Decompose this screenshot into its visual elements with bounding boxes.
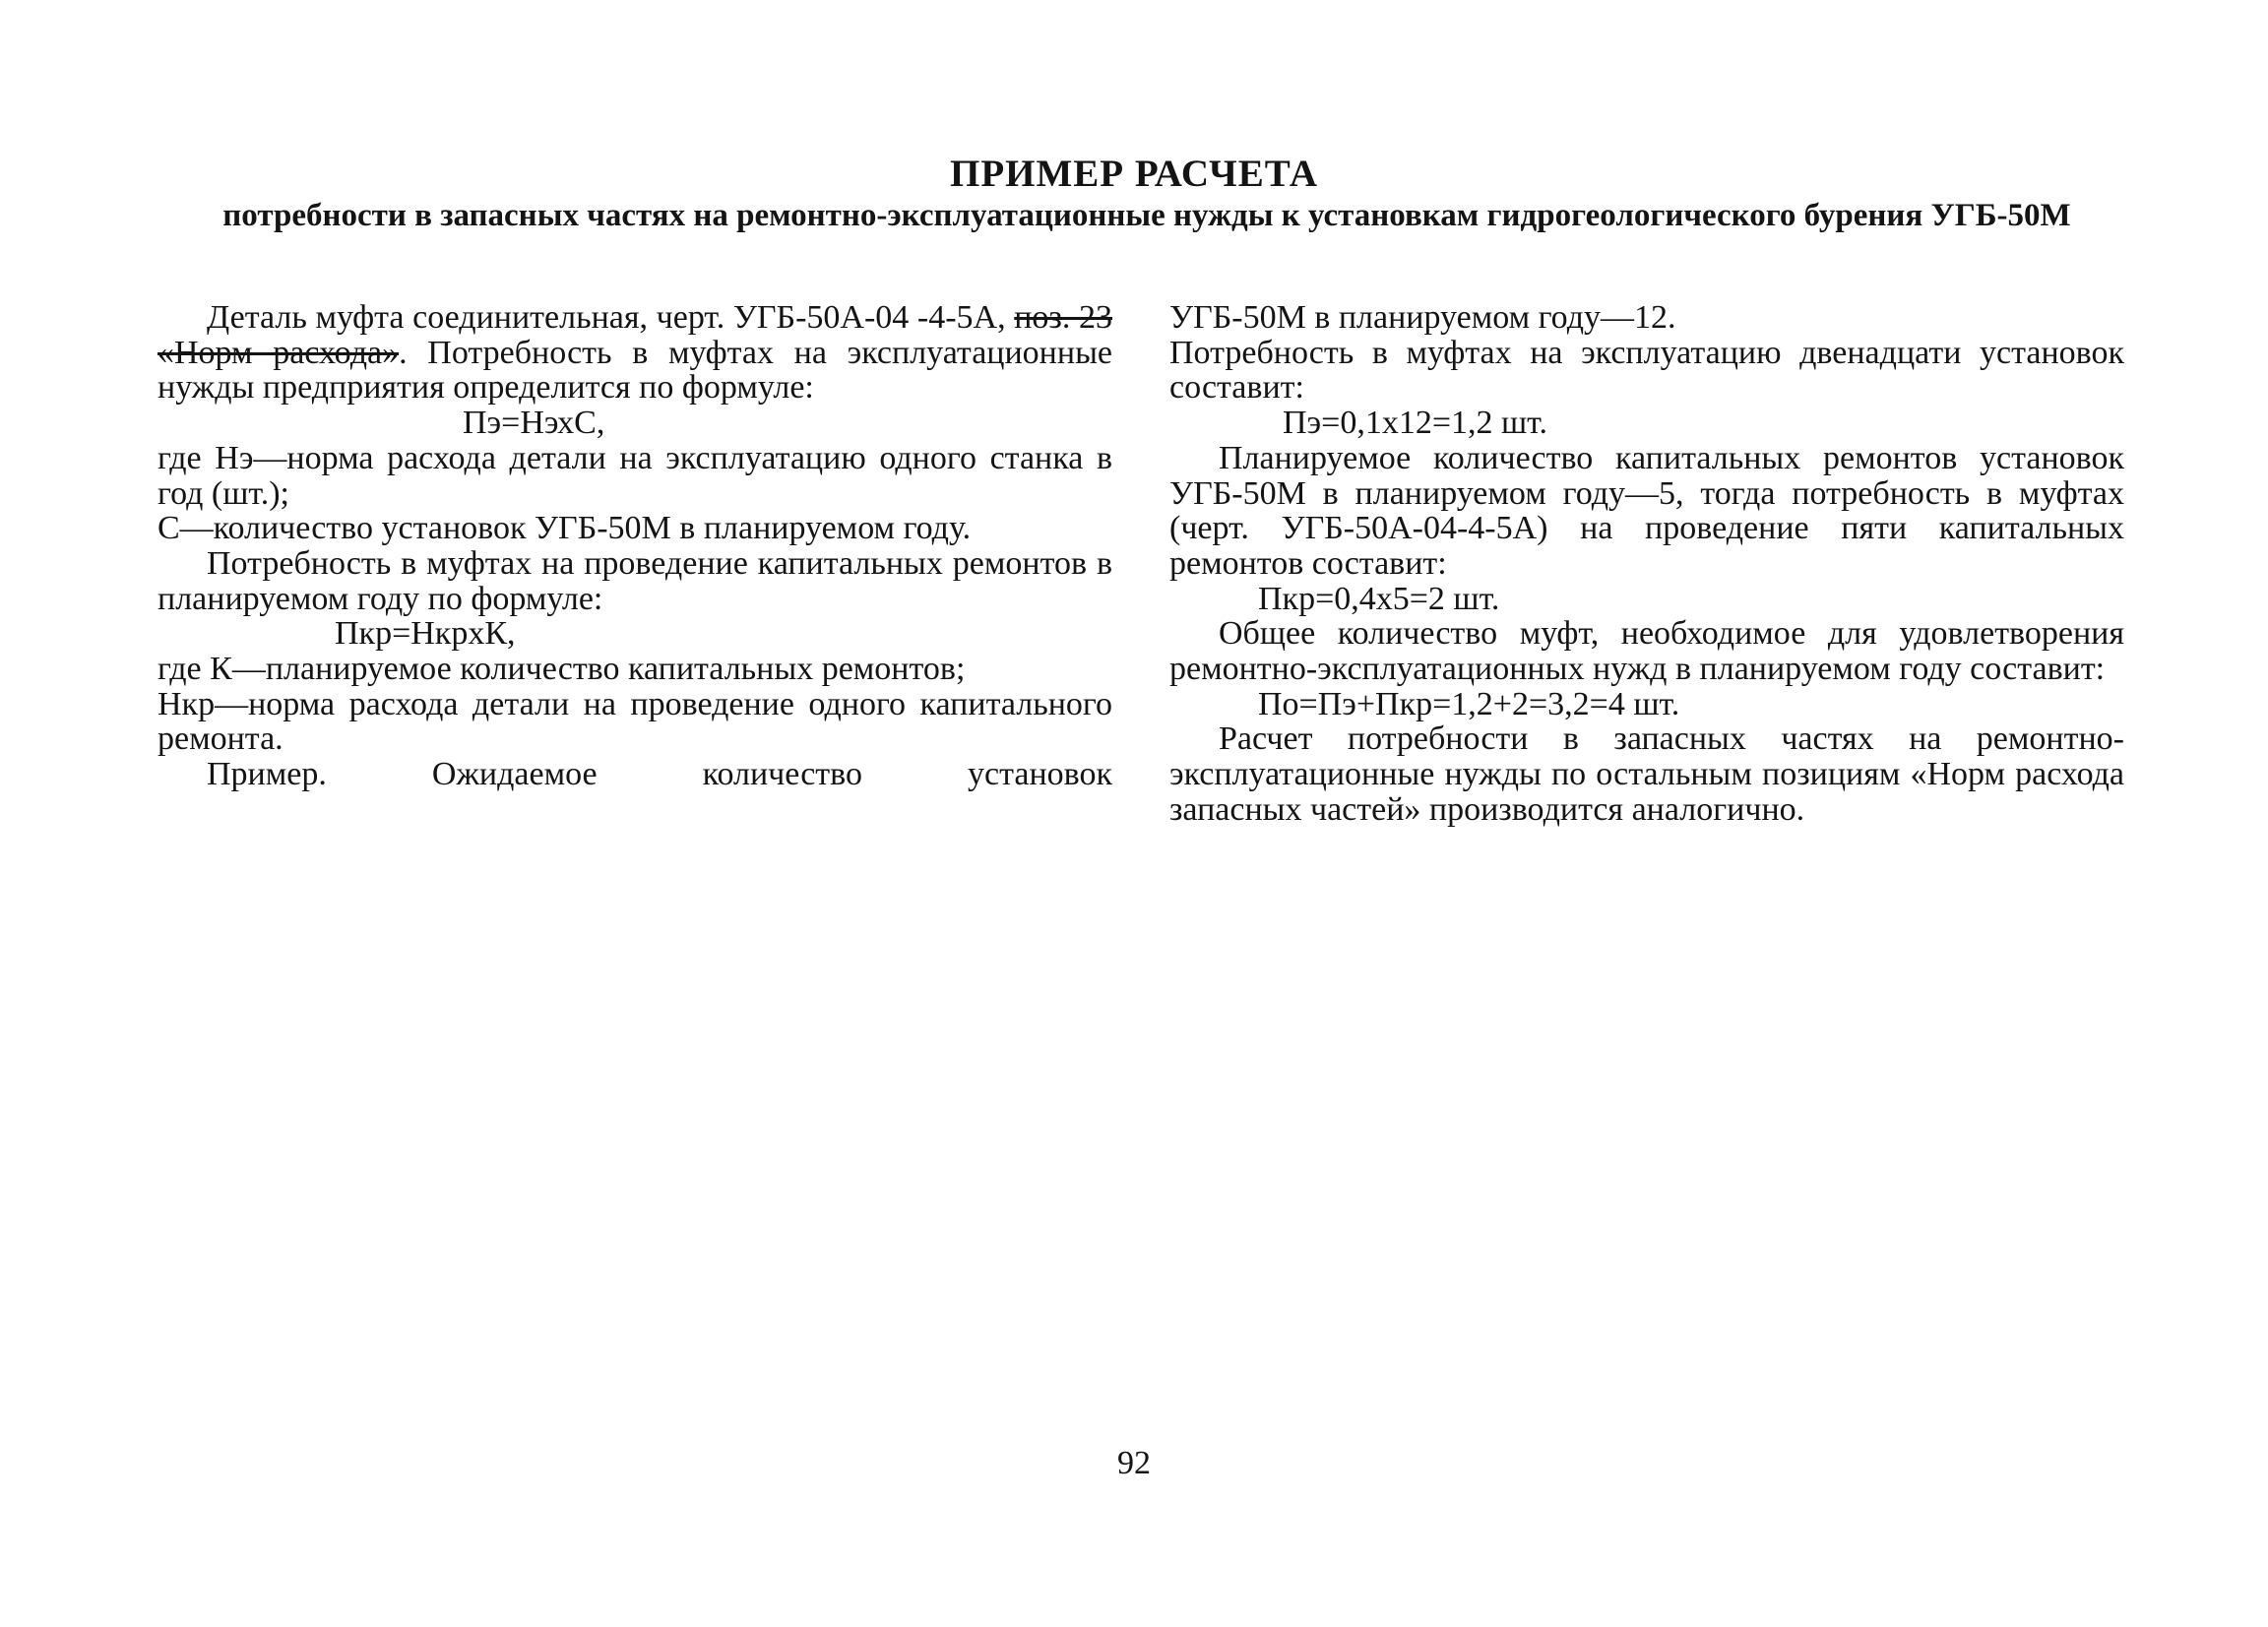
paragraph: УГБ-50М в планируемом году—12.	[1169, 299, 1676, 336]
paragraph: Нкр—норма расхода детали на проведение одного капитального ремонта.	[158, 685, 1112, 758]
formula: По=Пэ+Пкр=1,2+2=3,2=4 шт.	[1258, 685, 1680, 722]
document-subtitle: потребности в запасных частях на ремонтно-эксплуатационные нужды к установкам гидрогеологического бурения УГБ-50М	[222, 198, 2071, 233]
paragraph-text: Деталь муфта соединительная, черт. УГБ-50А-04 -4-5А,	[207, 299, 1006, 336]
paragraph: где К—планируемое количество капитальных ремонтов;	[158, 651, 966, 688]
page-number: 92	[1117, 1445, 1151, 1481]
formula: Пкр=0,4х5=2 шт.	[1258, 580, 1500, 617]
paragraph: где Нэ—норма расхода детали на эксплуатацию одного станка в год (шт.);	[158, 439, 1112, 512]
paragraph-text: . Потребность в муфтах на эксплуатационные нужды предприятия определится по формуле:	[158, 334, 1113, 407]
formula: Пэ=НэхС,	[463, 405, 605, 442]
document-title: ПРИМЕР РАСЧЕТА	[949, 153, 1318, 195]
struck-text: поз. 23 «Норм расхода»	[158, 299, 1112, 371]
formula: Пэ=0,1х12=1,2 шт.	[1283, 405, 1547, 442]
paragraph: Расчет потребности в запасных частях на ремонтно-эксплуатационные нужды по остальным позициям «Норм расхода запасных частей» производится аналогично.	[1169, 720, 2124, 828]
paragraph: Планируемое количество капитальных ремонтов установок УГБ-50М в планируемом году—5, тогда потребность в муфтах (черт. УГБ-50А-04-4-5А) на проведение пяти капитальных ремонтов составит:	[1169, 439, 2124, 582]
paragraph: Пример. Ожидаемое количество установок	[207, 756, 1112, 793]
paragraph: Потребность в муфтах на проведение капитальных ремонтов в планируемом году по формуле:	[158, 544, 1112, 617]
formula: Пкр=НкрхК,	[335, 615, 516, 653]
paragraph	[158, 300, 1112, 406]
right-column	[1169, 300, 2124, 828]
paragraph: Потребность в муфтах на эксплуатацию двенадцати установок составит:	[1169, 334, 2124, 407]
left-column	[158, 300, 1112, 792]
paragraph: С—количество установок УГБ-50М в планируемом году.	[158, 510, 972, 547]
paragraph: Общее количество муфт, необходимое для удовлетворения ремонтно-эксплуатационных нужд в планируемом году составит:	[1169, 615, 2124, 688]
